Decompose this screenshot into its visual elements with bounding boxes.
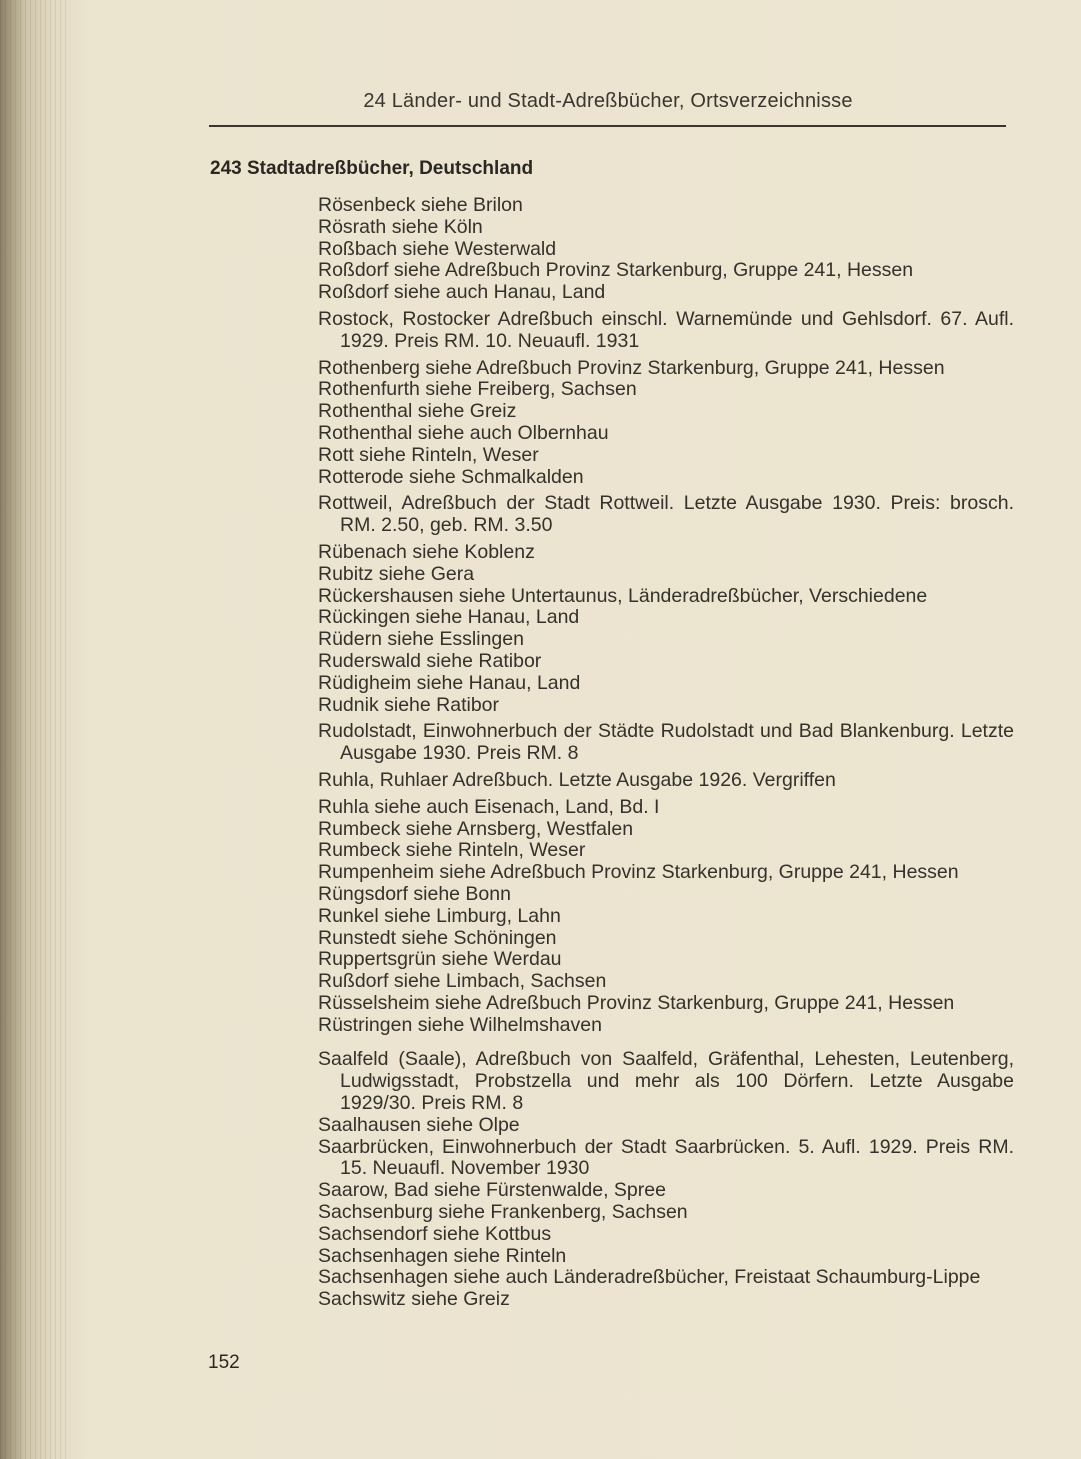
- list-item: Rudnik siehe Ratibor: [318, 693, 500, 716]
- list-item: Saarbrücken, Einwohnerbuch der Stadt Saarbrücken. 5. Aufl. 1929. Preis RM. 15. Neuaufl. November 1930: [318, 1135, 1014, 1180]
- list-item: Sachswitz siehe Greiz: [318, 1288, 510, 1311]
- list-item: Rothenthal siehe auch Olbernhau: [318, 421, 609, 444]
- list-item: Ruhla siehe auch Eisenach, Land, Bd. I: [318, 795, 660, 818]
- list-item: Rudolstadt, Einwohnerbuch der Städte Rudolstadt und Bad Blankenburg. Letzte Ausgabe 1930. Preis RM. 8: [318, 720, 1014, 765]
- list-item: Ruhla, Ruhlaer Adreßbuch. Letzte Ausgabe 1926. Vergriffen: [318, 768, 836, 791]
- list-item: Roßdorf siehe Adreßbuch Provinz Starkenburg, Gruppe 241, Hessen: [318, 259, 914, 282]
- entry-list: [318, 195, 1014, 1311]
- list-item: Ruppertsgrün siehe Werdau: [318, 948, 562, 971]
- list-item: Rösrath siehe Köln: [318, 215, 483, 238]
- list-item: Saalhausen siehe Olpe: [318, 1113, 520, 1136]
- list-item: Rubitz siehe Gera: [318, 562, 475, 585]
- list-item: Rückingen siehe Hanau, Land: [318, 606, 580, 629]
- list-item: Rückershausen siehe Untertaunus, Länderadreßbücher, Verschiedene: [318, 584, 928, 607]
- list-item: Runkel siehe Limburg, Lahn: [318, 904, 561, 927]
- list-item: Rüngsdorf siehe Bonn: [318, 882, 511, 905]
- list-item: Rostock, Rostocker Adreßbuch einschl. Warnemünde und Gehlsdorf. 67. Aufl. 1929. Preis RM. 10. Neuaufl. 1931: [318, 307, 1014, 352]
- list-item: Rottweil, Adreßbuch der Stadt Rottweil. Letzte Ausgabe 1930. Preis: brosch. RM. 2.50, geb. RM. 3.50: [318, 492, 1014, 537]
- list-item: Rußdorf siehe Limbach, Sachsen: [318, 970, 607, 993]
- section-heading: 243 Stadtadreßbücher, Deutschland: [210, 158, 534, 179]
- list-item: Rüstringen siehe Wilhelmshaven: [318, 1013, 602, 1036]
- list-item: Rothenthal siehe Greiz: [318, 400, 517, 423]
- list-item: Rübenach siehe Koblenz: [318, 540, 535, 563]
- list-item: Rüsselsheim siehe Adreßbuch Provinz Starkenburg, Gruppe 241, Hessen: [318, 991, 955, 1014]
- list-item: Rott siehe Rinteln, Weser: [318, 443, 539, 466]
- book-spine-edge: [0, 0, 70, 1459]
- list-item: Rösenbeck siehe Brilon: [318, 194, 523, 216]
- list-item: Sachsenhagen siehe Rinteln: [318, 1244, 567, 1267]
- list-item: Roßbach siehe Westerwald: [318, 237, 557, 260]
- list-item: Rumbeck siehe Arnsberg, Westfalen: [318, 817, 634, 840]
- list-item: Rothenberg siehe Adreßbuch Provinz Starkenburg, Gruppe 241, Hessen: [318, 356, 945, 379]
- list-item: Sachsenhagen siehe auch Länderadreßbücher, Freistaat Schaumburg-Lippe: [318, 1266, 981, 1289]
- list-item: Roßdorf siehe auch Hanau, Land: [318, 281, 606, 304]
- list-item: Rüdern siehe Esslingen: [318, 628, 524, 651]
- list-item: Saalfeld (Saale), Adreßbuch von Saalfeld, Gräfenthal, Lehesten, Leutenberg, Ludwigsstadt, Probstzella und mehr als 100 Dörfern. Letzte Ausgabe 1929/30. Preis RM. 8: [318, 1048, 1014, 1115]
- list-item: Rüdigheim siehe Hanau, Land: [318, 671, 581, 694]
- list-item: Ruderswald siehe Ratibor: [318, 649, 542, 672]
- list-item: Sachsenburg siehe Frankenberg, Sachsen: [318, 1201, 688, 1224]
- list-item: Saarow, Bad siehe Fürstenwalde, Spree: [318, 1179, 666, 1202]
- list-item: Rotterode siehe Schmalkalden: [318, 465, 584, 488]
- running-header: 24 Länder- und Stadt-Adreßbücher, Ortsverzeichnisse: [363, 90, 853, 112]
- list-item: Sachsendorf siehe Kottbus: [318, 1222, 552, 1245]
- page-number: 152: [208, 1352, 240, 1373]
- list-item: Rumpenheim siehe Adreßbuch Provinz Starkenburg, Gruppe 241, Hessen: [318, 861, 959, 884]
- list-item: Rumbeck siehe Rinteln, Weser: [318, 839, 586, 862]
- list-item: Runstedt siehe Schöningen: [318, 926, 557, 949]
- header-rule: [209, 125, 1006, 127]
- list-item: Rothenfurth siehe Freiberg, Sachsen: [318, 378, 637, 401]
